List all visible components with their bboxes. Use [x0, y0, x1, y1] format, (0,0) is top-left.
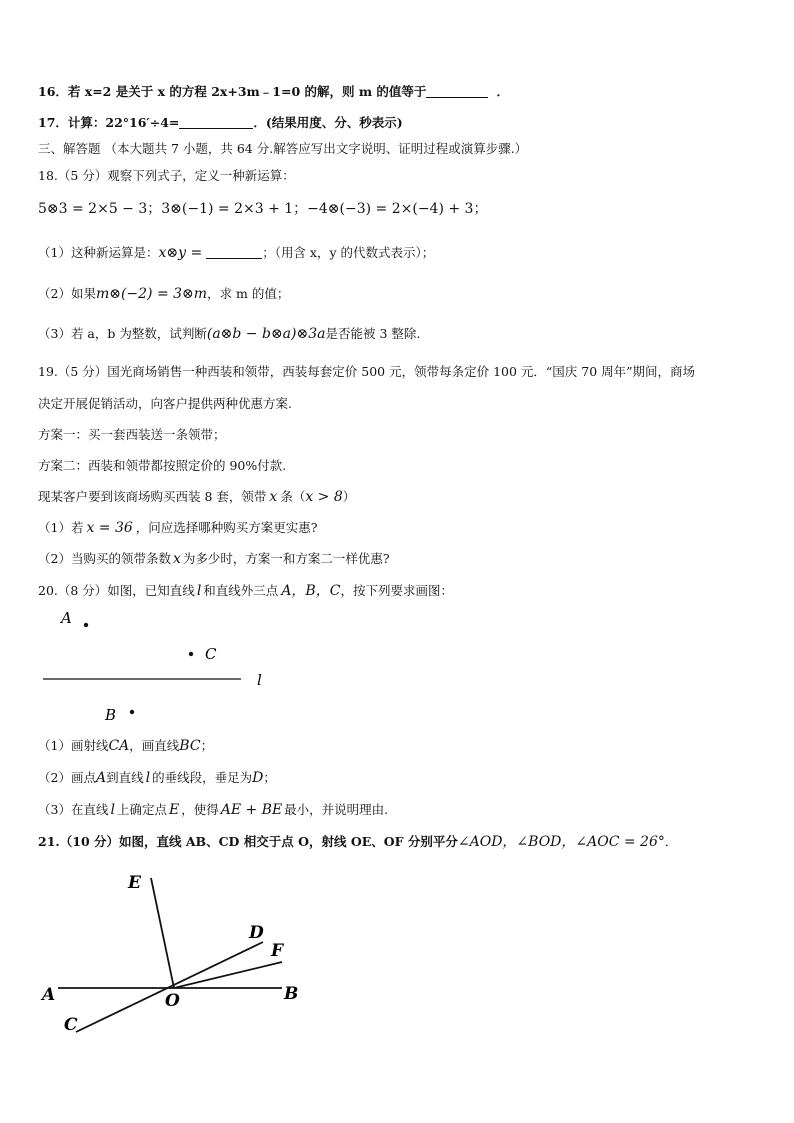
question-17	[38, 115, 403, 131]
q19-plan-2: 方案二：西装和领带都按照定价的 90%付款.	[38, 458, 287, 473]
label-o: O	[165, 991, 180, 1011]
q20-p1-mid: ，画直线	[129, 738, 180, 753]
ray-oe	[151, 878, 174, 988]
question-21	[38, 834, 677, 850]
q20-p2-a: A	[95, 770, 107, 786]
q17-text-end: ．(结果用度、分、秒表示)	[253, 115, 403, 130]
q18-p1-note: ；（用含 x，y 的代数式表示）；	[262, 245, 435, 260]
q19-p2-note: 为多少时，方案一和方案二一样优惠?	[182, 551, 390, 566]
q19-part-1	[38, 520, 318, 536]
q21-angles: ∠AOD，∠BOD，∠AOC = 26°	[457, 834, 665, 850]
q19-line5-mid: 条（	[280, 489, 306, 504]
q20-p3-end: 最小，并说明理由.	[284, 802, 389, 817]
q18-p3-note: 是否能被 3 整除.	[325, 326, 421, 341]
point-b-dot	[130, 710, 134, 714]
q20-intro	[38, 583, 453, 599]
q20-intro-points: A，B，C	[281, 583, 341, 599]
point-b-label: B	[105, 706, 117, 724]
q20-p1-bc: BC	[179, 738, 201, 754]
q19-line5-text: 现某客户要到该商场购买西装 8 套，领带	[38, 489, 267, 504]
q18-part-1	[38, 245, 434, 261]
q17-text: 17．计算：22°16′÷4=	[38, 115, 180, 130]
q20-intro-text: 20.（8 分）如图，已知直线	[38, 583, 195, 598]
label-e: E	[128, 873, 141, 893]
point-a-dot	[84, 623, 88, 627]
line-cd	[76, 942, 263, 1032]
q18-part-2	[38, 286, 289, 302]
q20-intro-end: ，按下列要求画图：	[340, 583, 453, 598]
point-a-label: A	[61, 609, 72, 627]
q20-part-1	[38, 738, 213, 754]
q20-p1-end: ；	[200, 738, 214, 753]
label-b: B	[284, 984, 299, 1004]
q20-p2-mid: 到直线	[106, 770, 144, 785]
q18-p1-expr: x⊗y =	[158, 245, 203, 261]
q18-p1-label: （1）这种新运算是：	[38, 245, 159, 260]
line-l-label: l	[257, 671, 262, 689]
q20-p3-mid2: ，使得	[181, 802, 219, 817]
q19-line5-x: x	[269, 489, 278, 505]
label-c: C	[64, 1015, 78, 1035]
q19-line-1: 19.（5 分）国光商场销售一种西装和领带，西装每套定价 500 元，领带每条定价 100 元．“国庆 70 周年”期间，商场	[38, 364, 696, 379]
q19-line5-end: ）	[342, 489, 356, 504]
q19-p2-x: x	[172, 551, 181, 567]
q19-p2-label: （2）当购买的领带条数	[38, 551, 171, 566]
q19-line5-cond: x > 8	[305, 489, 343, 505]
q21-text: 21.（10 分）如图，直线 AB、CD 相交于点 O，射线 OE、OF 分别平分	[38, 834, 458, 849]
q20-p2-l: l	[145, 770, 151, 786]
q20-intro-mid: 和直线外三点	[203, 583, 279, 598]
q16-text: 16．若 x=2 是关于 x 的方程 2x+3m﹣1=0 的解，则 m 的值等于	[38, 84, 427, 99]
q20-p3-l: l	[110, 802, 115, 818]
q20-p2-end: ；	[263, 770, 276, 785]
q18-p2-note: ，求 m 的值；	[207, 286, 290, 301]
point-c-label: C	[205, 645, 217, 663]
q20-figure	[0, 600, 300, 730]
q17-answer-blank[interactable]	[179, 128, 253, 129]
label-d: D	[249, 923, 264, 943]
q20-p2-mid2: 的垂线段，垂足为	[152, 770, 253, 785]
q19-p1-expr: x = 36	[86, 520, 133, 536]
q19-part-2	[38, 551, 390, 567]
q20-p1-ca: CA	[108, 738, 130, 754]
q19-p1-label: （1）若	[38, 520, 84, 535]
q18-p3-label: （3）若 a，b 为整数，试判断	[38, 326, 207, 341]
q18-p2-expr: m⊗(−2) = 3⊗m	[95, 286, 208, 302]
q18-intro: 18.（5 分）观察下列式子，定义一种新运算：	[38, 168, 295, 183]
q20-part-3	[38, 802, 388, 818]
ray-of	[174, 962, 282, 988]
q18-examples: 5⊗3 = 2×5 − 3；3⊗(−1) = 2×3 + 1；−4⊗(−3) = 2×(−4) + 3；	[38, 201, 488, 217]
q18-p2-label: （2）如果	[38, 286, 96, 301]
q16-text-end: ．	[496, 84, 509, 99]
question-16	[38, 84, 509, 100]
q20-p2-label: （2）画点	[38, 770, 96, 785]
q19-line-2: 决定开展促销活动，向客户提供两种优惠方案.	[38, 396, 292, 411]
q21-text-end: ．	[664, 834, 678, 849]
q20-p1-label: （1）画射线	[38, 738, 109, 753]
q18-part-3	[38, 326, 420, 342]
q20-p3-label: （3）在直线	[38, 802, 109, 817]
q20-intro-l: l	[196, 583, 202, 599]
q20-p2-d: D	[252, 770, 264, 786]
point-c-dot	[189, 652, 193, 656]
q19-line-5	[38, 489, 355, 505]
label-f: F	[271, 941, 284, 961]
label-a: A	[42, 985, 56, 1005]
q16-answer-blank[interactable]	[426, 97, 488, 98]
q19-p1-note: ，问应选择哪种购买方案更实惠?	[135, 520, 318, 535]
q20-p3-mid: 上确定点	[116, 802, 167, 817]
q18-p1-blank[interactable]	[206, 258, 262, 259]
q18-p3-expr: (a⊗b − b⊗a)⊗3a	[206, 326, 326, 342]
q20-p3-expr: AE + BE	[220, 802, 283, 818]
q19-plan-1: 方案一：买一套西装送一条领带；	[38, 427, 226, 442]
section-3-heading: 三、解答题 （本大题共 7 小题，共 64 分.解答应写出文字说明、证明过程或演算步骤.）	[38, 141, 528, 156]
q20-p3-e: E	[168, 802, 180, 818]
q20-part-2	[38, 770, 276, 786]
q21-figure	[0, 860, 320, 1050]
